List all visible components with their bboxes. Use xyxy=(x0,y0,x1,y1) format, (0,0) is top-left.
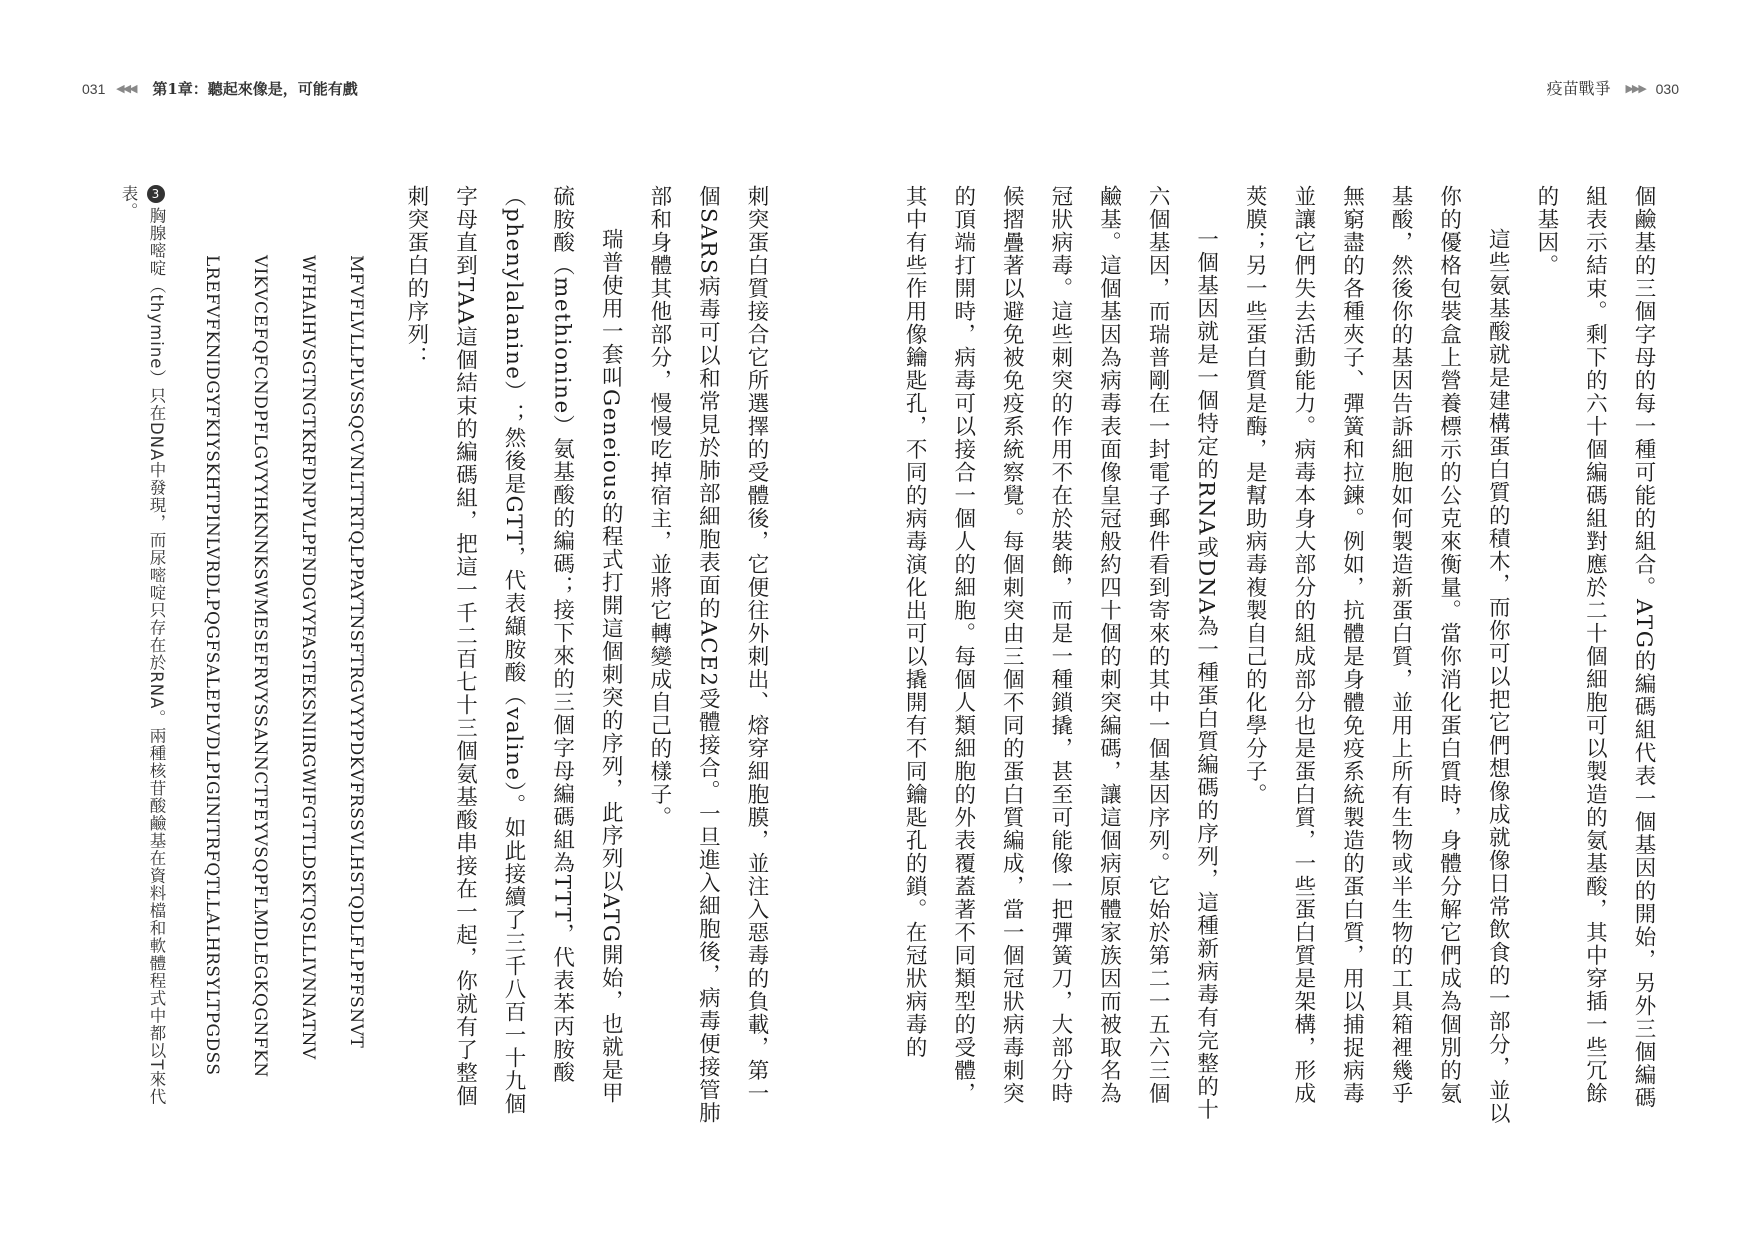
right-page-number: 030 xyxy=(1655,81,1679,97)
right-page-body xyxy=(902,185,1667,1125)
right-arrows-icon: ▶▶▶ xyxy=(1625,82,1645,95)
chapter-title: 第1章：聽起來像是，可能有戲 xyxy=(152,80,358,98)
sequence-line: VIKVCEFQFCNDPFLGVYYHKNNKSWMESEFRVYSSANNCTFEYVSQPFLMDLEGKQGNFKN xyxy=(250,255,270,1078)
paragraph: 個鹼基的三個字母的每一種可能的組合。ATG的編碼組代表一個基因的開始，另外三個編碼組表示結束。剩下的六十個編碼組對應於二十個細胞可以製造的氨基酸，其中穿插一些冗餘的基因。 xyxy=(1533,185,1656,1110)
paragraph: 瑞普使用一套叫Geneious的程式打開這個刺突的序列，此序列以ATG開始，也就是甲硫胺酸（methionine）氨基酸的編碼；接下來的三個字母編碼組為TTT，代表苯丙胺酸（phenylalanine）；然後是GTT，代表纈胺酸（valine）。如此接續了三千八百一十九個字母直到TAA這個結束的編碼組，把這一千二百七十三個氨基酸串接在一起，你就有了整個刺突蛋白的序列： xyxy=(403,185,624,1116)
left-page-number: 031 xyxy=(82,81,106,97)
sequence-line: LREFVFKNIDGYFKIYSKHTPINLVRDLPQGFSALEPLVDLPIGINITRFQTLLALHRSYLTPGDSS xyxy=(202,255,222,1076)
right-running-head xyxy=(1547,77,1679,99)
left-page-body xyxy=(403,185,780,1125)
sequence-line: MFVFLVLLPLVSSQCVNLTTRTQLPPAYTNSFTRGVYYPDKVFRSSVLHSTQDLFLPFFSNVT xyxy=(346,255,366,1049)
left-arrows-icon: ◀◀◀ xyxy=(116,82,136,95)
sequence-line: WFHAIHVSGTNGTKRFDNPVLPFNDGVYFASTEKSNIIRGWIFGTTLDSKTQSLLIVNNATNV xyxy=(298,255,318,1060)
paragraph: 一個基因就是一個特定的RNA或DNA為一種蛋白質編碼的序列，這種新病毒有完整的十六個基因，而瑞普剛在一封電子郵件看到寄來的其中一個基因序列。它始於第二一五六三個鹼基。這個基因為病毒表面像皇冠般約四十個的刺突編碼，讓這個病原體家族因而被取名為冠狀病毒。這些刺突的作用不在於裝飾，而是一種鎖撬，甚至可能像一把彈簧刀，大部分時候摺疊著以避免被免疫系統察覺。每個刺突由三個不同的蛋白質編成，當一個冠狀病毒刺突的頂端打開時，病毒可以接合一個人的細胞。每個人類細胞的外表覆蓋著不同類型的受體，其中有些作用像鑰匙孔，不同的病毒演化出可以撬開有不同鑰匙孔的鎖。在冠狀病毒的 xyxy=(902,185,1219,1122)
footnote-text: 胸腺嘧啶（thymine）只在DNA中發現，而尿嘧啶只存在於RNA。兩種核苷酸鹼基在資料檔和軟體程式中都以T來代表。 xyxy=(119,185,166,1106)
spike-protein-sequence xyxy=(202,255,380,1125)
footnote-marker: 3 xyxy=(147,185,165,203)
paragraph: 刺突蛋白質接合它所選擇的受體後，它便往外刺出、熔穿細胞膜，並注入惡毒的負載，第一個SARS病毒可以和常見於肺部細胞表面的ACE2受體接合。一旦進入細胞後，病毒便接管肺部和身體其他部分，慢慢吃掉宿主，並將它轉變成自己的樣子。 xyxy=(646,185,769,1125)
left-running-head xyxy=(82,77,358,99)
footnote xyxy=(110,185,170,1125)
book-title: 疫苗戰爭 xyxy=(1546,79,1611,98)
paragraph: 這些氨基酸就是建構蛋白質的積木，而你可以把它們想像成就像日常飲食的一部分，並以你的優格包裝盒上營養標示的公克來衡量。當你消化蛋白質時，身體分解它們成為個別的氨基酸，然後你的基因告訴細胞如何製造新蛋白質，並用上所有生物或半生物的工具箱裡幾乎無窮盡的各種夾子、彈簧和拉鍊。例如，抗體是身體免疫系統製造的蛋白質，用以捕捉病毒並讓它們失去活動能力。病毒本身大部分的組成部分也是蛋白質，一些蛋白質是架構，形成莢膜；另一些蛋白質是酶，是幫助病毒複製自己的化學分子。 xyxy=(1242,185,1511,1125)
